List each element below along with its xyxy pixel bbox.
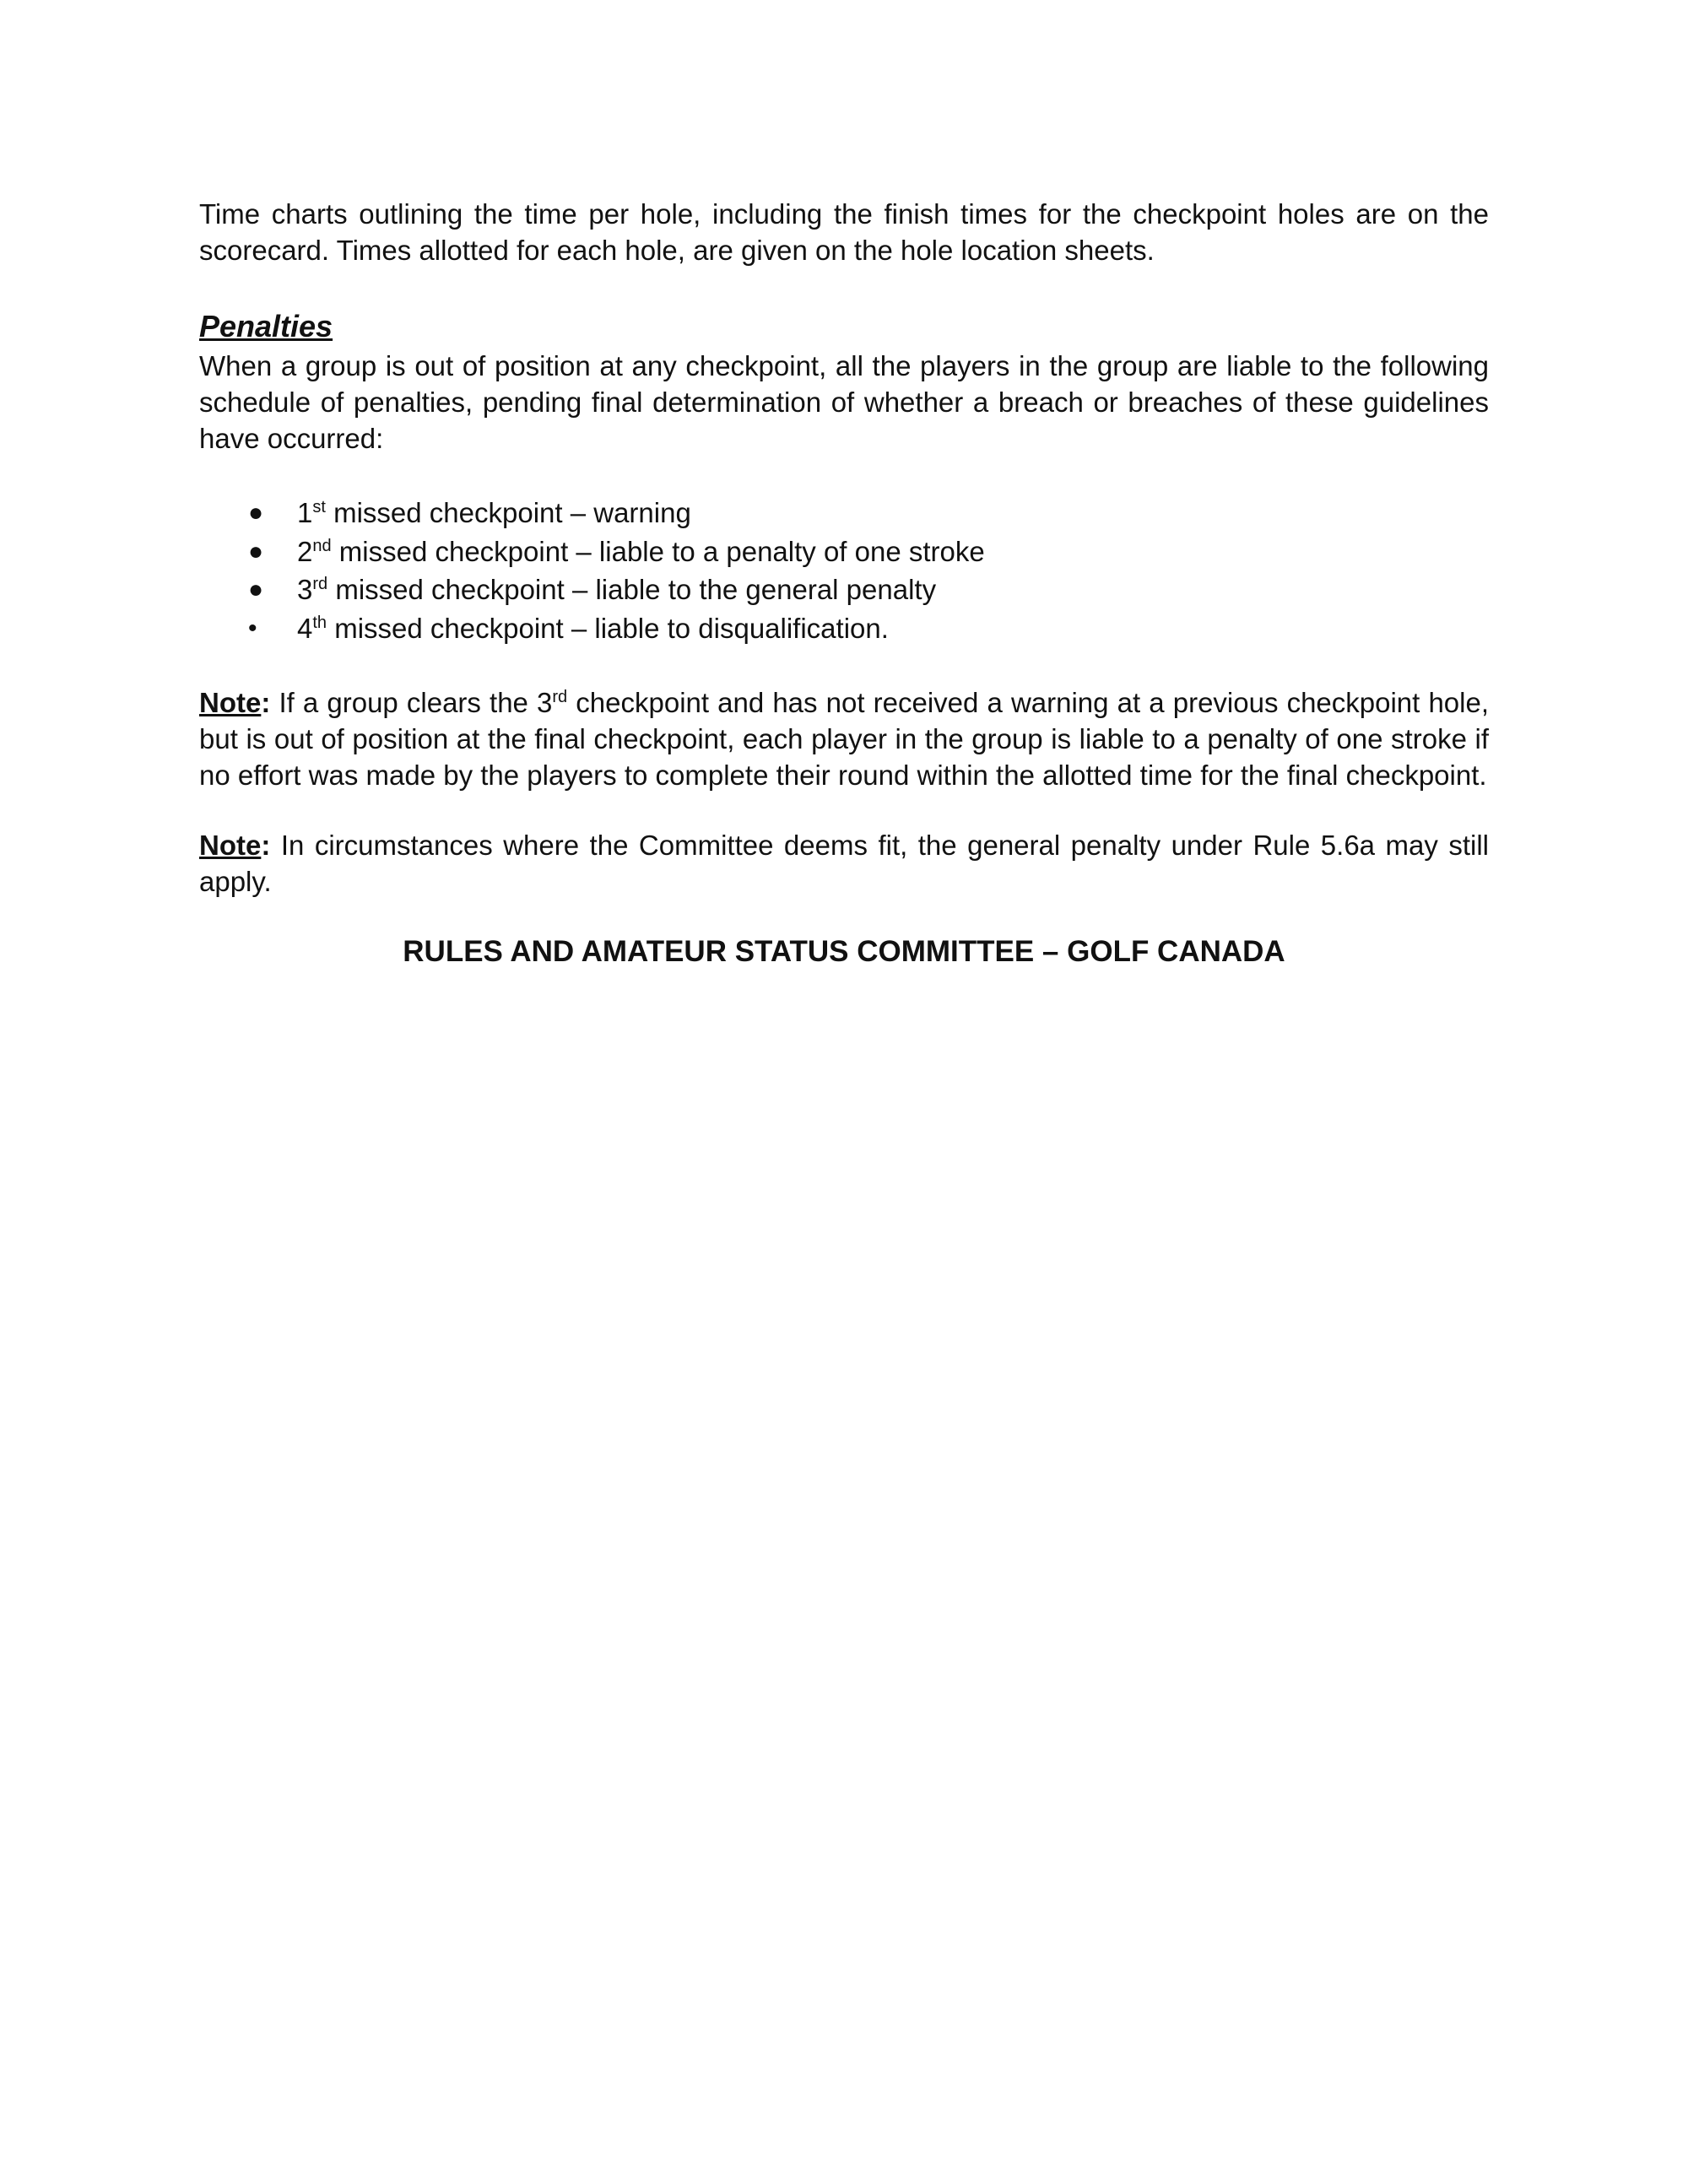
list-item [199, 570, 1489, 609]
note-text-start: If a group clears the 3 [270, 687, 553, 718]
note-colon: : [261, 830, 271, 861]
note-text-end: checkpoint and has not received a warning at a previous checkpoint hole, but is out of position at the final checkpoint, each player in the group is liable to a penalty of one stroke if no effort was made by the players to complete their round within the allotted time for the final checkpoint. [199, 687, 1490, 791]
bullet-icon: ● [248, 576, 264, 603]
ordinal-suffix: rd [552, 688, 568, 706]
list-item [199, 494, 1489, 532]
list-item-text: missed checkpoint – liable to a penalty of one stroke [331, 535, 985, 567]
ordinal-suffix: th [312, 613, 327, 632]
ordinal-suffix: nd [312, 536, 332, 555]
note-label: Note [199, 830, 262, 861]
ordinal-number: 4 [297, 612, 313, 644]
penalty-schedule-list [199, 494, 1489, 647]
list-item-text: missed checkpoint – liable to disqualification. [327, 612, 889, 644]
bullet-icon: ● [248, 537, 264, 565]
ordinal-suffix: rd [312, 575, 328, 593]
intro-paragraph: Time charts outlining the time per hole, including the finish times for the checkpoint holes are on the scorecard. Times allotted for each hole, are given on the hole location sheets. [199, 198, 1489, 266]
note-paragraph-general-penalty [199, 827, 1489, 900]
list-item-text: missed checkpoint – liable to the general penalty [327, 574, 937, 605]
ordinal-suffix: st [312, 498, 326, 516]
ordinal-number: 1 [297, 497, 313, 528]
note-colon: : [261, 687, 271, 718]
bullet-icon: • [248, 614, 257, 642]
list-item [199, 532, 1489, 571]
document-page [199, 196, 1489, 970]
list-item-text: missed checkpoint – warning [325, 497, 691, 528]
penalties-lead-paragraph: When a group is out of position at any checkpoint, all the players in the group are liable to the following schedule of penalties, pending final determination of whether a breach or breaches of these guidelines have occurred: [199, 350, 1489, 454]
ordinal-number: 3 [297, 574, 313, 605]
note-text: In circumstances where the Committee deems fit, the general penalty under Rule 5.6a may still apply. [199, 830, 1489, 897]
note-paragraph-checkpoint [199, 684, 1489, 793]
bullet-icon: ● [248, 499, 264, 527]
committee-footer-title: RULES AND AMATEUR STATUS COMMITTEE – GOLF CANADA [403, 935, 1285, 968]
note-label: Note [199, 687, 262, 718]
list-item [199, 609, 1489, 648]
penalties-heading: Penalties [199, 309, 333, 343]
ordinal-number: 2 [297, 535, 313, 567]
